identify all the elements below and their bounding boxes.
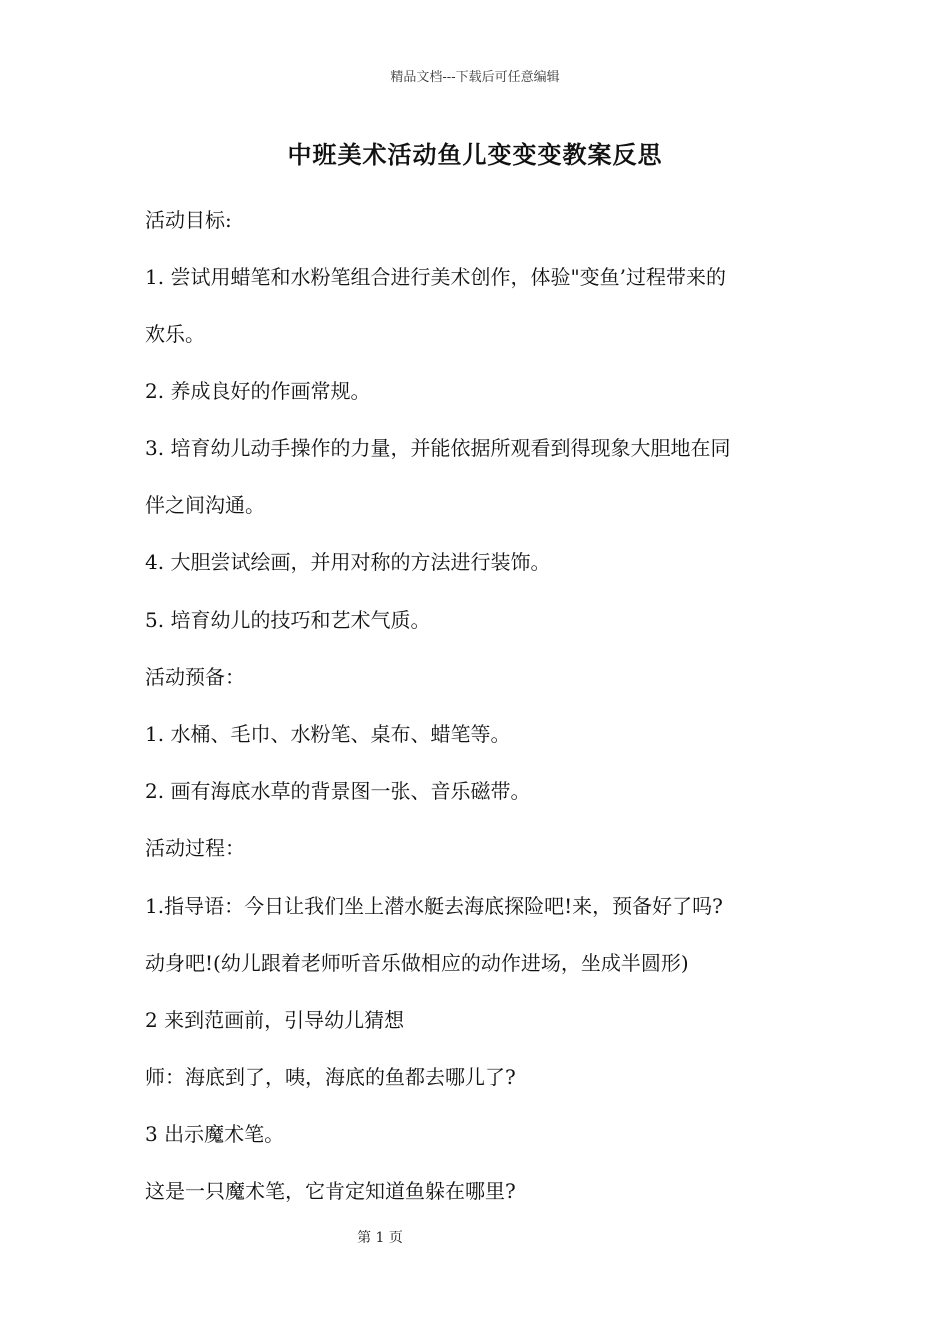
paragraph-line: 5. 培育幼儿的技巧和艺术气质。	[145, 608, 431, 632]
paragraph-line: 3 出示魔术笔。	[145, 1122, 285, 1146]
paragraph-line: 2. 养成良好的作画常规。	[145, 379, 371, 403]
page-header: 精品文档---下载后可任意编辑	[390, 70, 560, 85]
paragraph-line: 3. 培育幼儿动手操作的力量，并能依据所观看到得现象大胆地在同	[145, 436, 731, 460]
paragraph-line: 2 来到范画前，引导幼儿猜想	[145, 1008, 405, 1032]
paragraph-line: 活动预备：	[145, 665, 245, 689]
page-number: 第 1 页	[357, 1230, 403, 1246]
paragraph-line: 活动过程：	[145, 836, 245, 860]
paragraph-line: 动身吧!(幼儿跟着老师听音乐做相应的动作进场，坐成半圆形)	[145, 951, 689, 975]
paragraph-line: 活动目标:	[145, 208, 232, 232]
paragraph-line: 欢乐。	[145, 322, 205, 346]
paragraph-line: 师：海底到了，咦，海底的鱼都去哪儿了?	[145, 1065, 516, 1089]
paragraph-line: 2. 画有海底水草的背景图一张、音乐磁带。	[145, 779, 531, 803]
paragraph-line: 1. 水桶、毛巾、水粉笔、桌布、蜡笔等。	[145, 722, 511, 746]
paragraph-line: 这是一只魔术笔，它肯定知道鱼躲在哪里?	[145, 1179, 516, 1203]
paragraph-line: 伴之间沟通。	[145, 493, 265, 517]
paragraph-line: 4. 大胆尝试绘画，并用对称的方法进行装饰。	[145, 550, 551, 574]
paragraph-line: 1.指导语：今日让我们坐上潜水艇去海底探险吧!来，预备好了吗?	[145, 894, 723, 918]
paragraph-line: 1. 尝试用蜡笔和水粉笔组合进行美术创作，体验"变鱼’过程带来的	[145, 265, 726, 289]
document-title: 中班美术活动鱼儿变变变教案反思	[287, 140, 663, 169]
